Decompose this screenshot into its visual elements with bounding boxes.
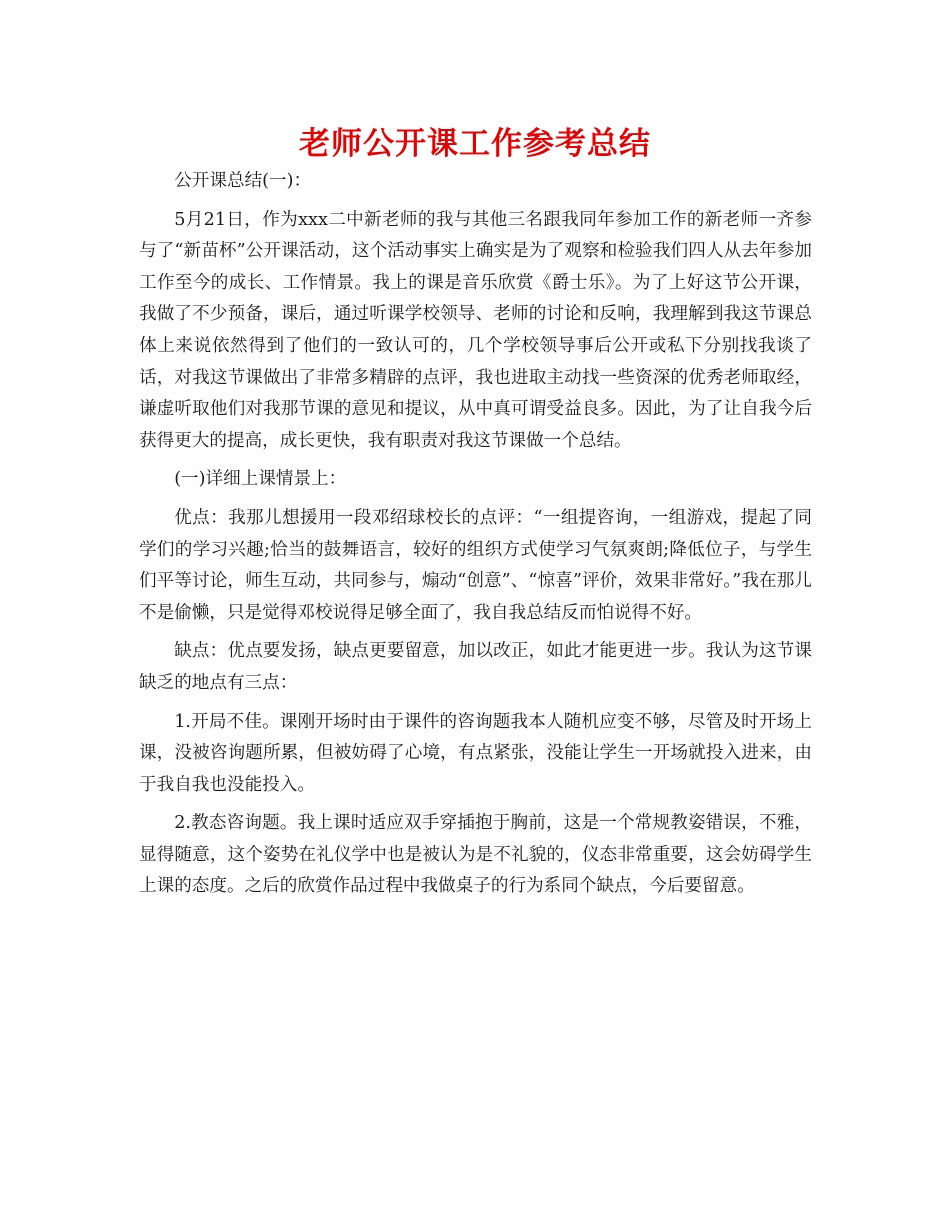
paragraph-heading-summary: 公开课总结(一)： [174,171,312,191]
paragraph-section-heading: (一)详细上课情景上： [174,469,347,490]
paragraph-point-2: 2.教态咨询题。我上课时适应双手穿插抱于胸前，这是一个常规教姿错误，不雅，显得随意，这个姿势在礼仪学中也是被认为是不礼貌的，仪态非常重要，这会妨碍学生上课的态度。之后的欣赏作品过程中我做桌子的行为系同个缺点，今后要留意。 [139,813,812,897]
document-title: 老师公开课工作参考总结 [299,126,651,162]
paragraph-intro: 5月21日，作为xxx二中新老师的我与其他三名跟我同年参加工作的新老师一齐参与了“新苗杯”公开课活动，这个活动事实上确实是为了观察和检验我们四人从去年参加工作至今的成长、工作情景。我上的课是音乐欣赏《爵士乐》。为了上好这节公开课，我做了不少预备，课后，通过听课学校领导、老师的讨论和反响，我理解到我这节课总体上来说依然得到了他们的一致认可的，几个学校领导事后公开或私下分别找我谈了话，对我这节课做出了非常多精辟的点评，我也进取主动找一些资深的优秀老师取经，谦虚听取他们对我那节课的意见和提议，从中真可谓受益良多。因此，为了让自我今后获得更大的提高，成长更快，我有职责对我这节课做一个总结。 [139,209,812,451]
paragraph-weaknesses: 缺点：优点要发扬，缺点更要留意，加以改正，如此才能更进一步。我认为这节课缺乏的地点有三点： [139,641,812,693]
paragraph-point-1: 1.开局不佳。课刚开场时由于课件的咨询题我本人随机应变不够，尽管及时开场上课，没被咨询题所累，但被妨碍了心境，有点紧张，没能让学生一开场就投入进来，由于我自我也没能投入。 [139,711,812,795]
paragraph-strengths: 优点：我那儿想援用一段邓绍球校长的点评：“一组提咨询，一组游戏，提起了同学们的学习兴趣;恰当的鼓舞语言，较好的组织方式使学习气氛爽朗;降低位子，与学生们平等讨论，师生互动，共同参与，煽动“创意”、“惊喜”评价，效果非常好。”我在那儿不是偷懒，只是觉得邓校说得足够全面了，我自我总结反而怕说得不好。 [139,507,812,623]
document-body [139,166,812,910]
